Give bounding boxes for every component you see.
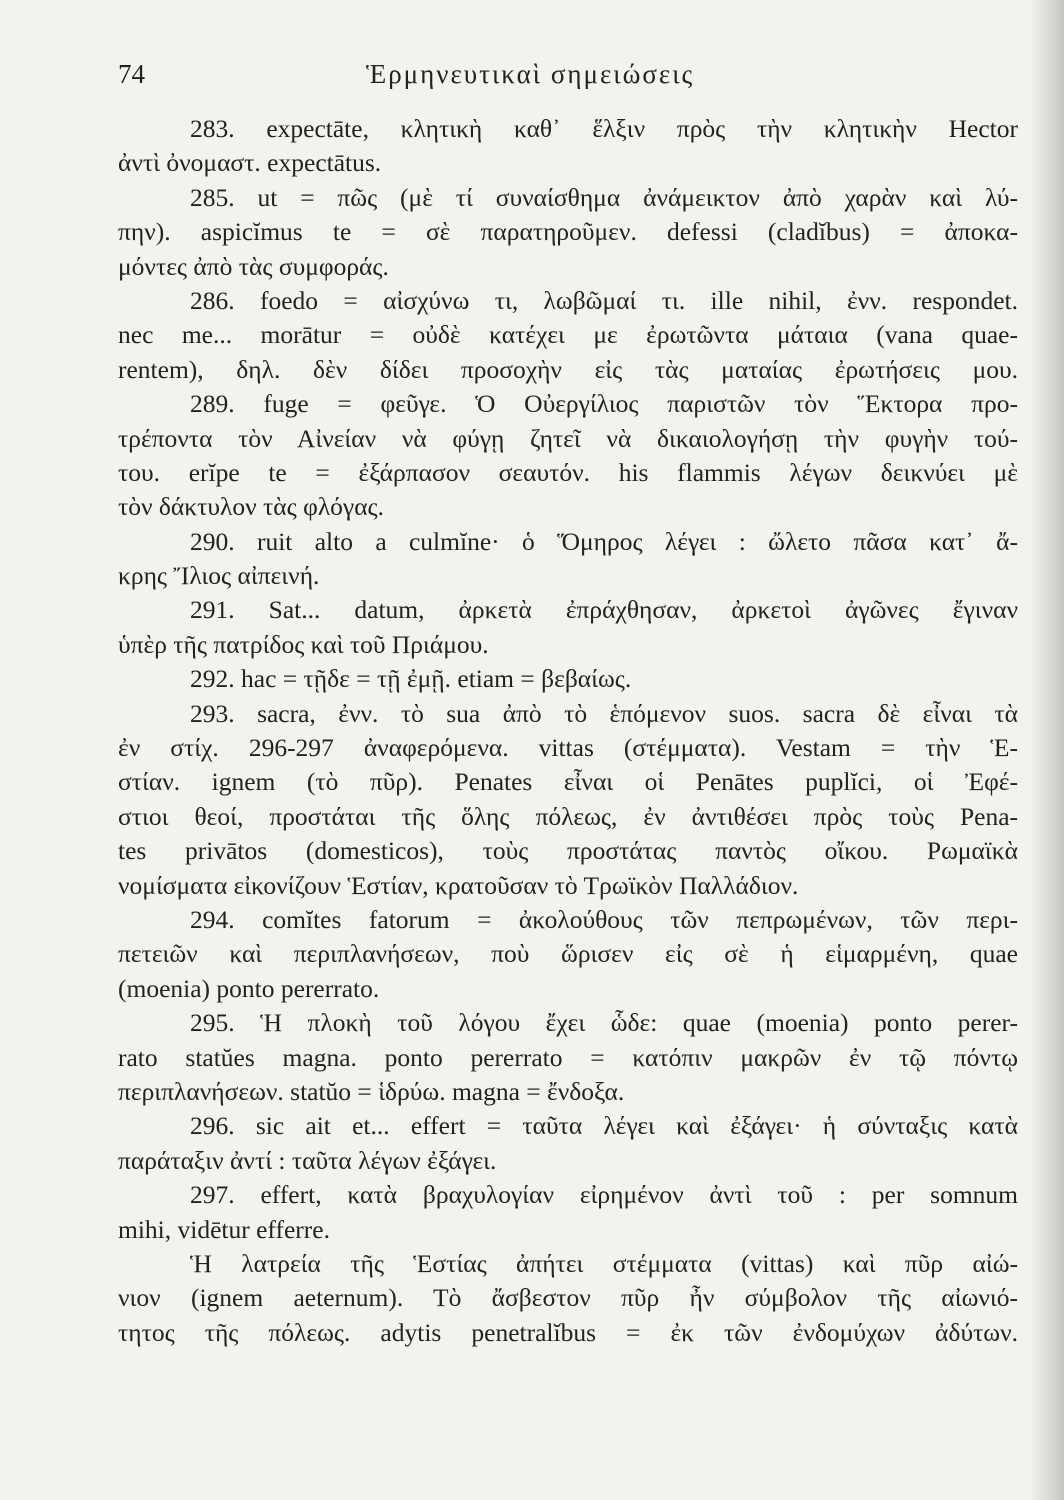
text-line: μόντες ἀπὸ τὰς συμφοράς. bbox=[118, 251, 389, 281]
text-line: τὸν δάκτυλον τὰς φλόγας. bbox=[118, 492, 385, 522]
body-text bbox=[118, 112, 1018, 1350]
text-line: στιοι θεοί, προστάται τῆς ὅλης πόλεως, ἐν ἀντιθέσει πρὸς τοὺς Pena- bbox=[118, 801, 1018, 831]
text-line: στίαν. ignem (τὸ πῦρ). Penates εἶναι οἱ Penātes puplĭci, οἱ Ἐφέ- bbox=[118, 767, 1018, 797]
page-header bbox=[118, 52, 1018, 96]
text-line: rentem), δηλ. δὲν δίδει προσοχὴν εἰς τὰς ματαίας ἐρωτήσεις μου. bbox=[118, 354, 1018, 384]
text-line: 296. sic ait et... effert = ταῦτα λέγει καὶ ἐξάγει· ἡ σύνταξις κατὰ bbox=[190, 1111, 1018, 1141]
text-line: (moenia) ponto pererrato. bbox=[118, 973, 380, 1003]
text-line: 295. Ἡ πλοκὴ τοῦ λόγου ἔχει ὧδε: quae (moenia) ponto perer- bbox=[190, 1008, 1018, 1038]
text-line: 283. expectāte, κλητικὴ καθ᾽ ἕλξιν πρὸς τὴν κλητικὴν Hector bbox=[190, 114, 1018, 143]
text-line: 293. sacra, ἐνν. τὸ sua ἀπὸ τὸ ἑπόμενον suos. sacra δὲ εἶναι τὰ bbox=[190, 698, 1018, 728]
text-line: 285. ut = πῶς (μὲ τί συναίσθημα ἀνάμεικτον ἀπὸ χαρὰν καὶ λύ- bbox=[190, 182, 1018, 212]
text-line: παράταξιν ἀντί : ταῦτα λέγων ἐξάγει. bbox=[118, 1145, 497, 1175]
text-line: 297. effert, κατὰ βραχυλογίαν εἰρημένον ἀντὶ τοῦ : per somnum bbox=[190, 1180, 1018, 1210]
text-line: mihi, vidētur efferre. bbox=[118, 1214, 330, 1244]
text-line: 294. comĭtes fatorum = ἀκολούθους τῶν πεπρωμένων, τῶν περι- bbox=[190, 904, 1018, 934]
text-line: 290. ruit alto a culmĭne· ὁ Ὅμηρος λέγει : ὤλετο πᾶσα κατ᾽ ἄ- bbox=[190, 526, 1018, 556]
text-line: 291. Sat... datum, ἀρκετὰ ἐπράχθησαν, ἀρκετοὶ ἀγῶνες ἔγιναν bbox=[190, 595, 1018, 625]
text-line: τητος τῆς πόλεως. adytis penetralĭbus = ἐκ τῶν ἐνδομύχων ἀδύτων. bbox=[118, 1317, 1018, 1347]
text-line: 292. hac = τῇδε = τῇ ἐμῇ. etiam = βεβαίως. bbox=[190, 664, 632, 694]
text-line: rato statŭes magna. ponto pererrato = κατόπιν μακρῶν ἐν τῷ πόντῳ bbox=[118, 1042, 1018, 1072]
text-line: nec me... morātur = οὐδὲ κατέχει με ἐρωτῶντα μάταια (vana quae- bbox=[118, 320, 1018, 350]
text-line: κρης Ἴλιος αἰπεινή. bbox=[118, 561, 320, 591]
text-line: νομίσματα εἰκονίζουν Ἑστίαν, κρατοῦσαν τὸ Τρωϊκὸν Παλλάδιον. bbox=[118, 870, 799, 900]
running-title: Ἑρμηνευτικαὶ σημειώσεις bbox=[366, 59, 695, 89]
text-line: ἐν στίχ. 296-297 ἀναφερόμενα. vittas (στέμματα). Vestam = τὴν Ἑ- bbox=[118, 733, 1018, 763]
text-line: τρέποντα τὸν Αἰνείαν νὰ φύγῃ ζητεῖ νὰ δικαιολογήσῃ τὴν φυγὴν τού- bbox=[118, 423, 1018, 453]
page-edge-shadow bbox=[1030, 0, 1064, 1500]
text-line: 286. foedo = αἰσχύνω τι, λωβῶμαί τι. ille nihil, ἐνν. respondet. bbox=[190, 285, 1018, 315]
text-line: tes privātos (domesticos), τοὺς προστάτας παντὸς οἴκου. Ρωμαϊκὰ bbox=[118, 836, 1018, 866]
page-number: 74 bbox=[118, 59, 145, 89]
text-line: 289. fuge = φεῦγε. Ὁ Οὐεργίλιος παριστῶν τὸν Ἕκτορα προ- bbox=[190, 389, 1018, 419]
text-line: ἀντὶ ὀνομαστ. expectātus. bbox=[118, 148, 382, 178]
text-line: νιον (ignem aeternum). Τὸ ἄσβεστον πῦρ ἦν σύμβολον τῆς αἰωνιό- bbox=[118, 1283, 1018, 1313]
text-line: ὑπὲρ τῆς πατρίδος καὶ τοῦ Πριάμου. bbox=[118, 629, 489, 659]
text-line: πετειῶν καὶ περιπλανήσεων, ποὺ ὥρισεν εἰς σὲ ἡ εἱμαρμένη, quae bbox=[118, 939, 1018, 969]
text-line: πην). aspicĭmus te = σὲ παρατηροῦμεν. defessi (cladĭbus) = ἀποκα- bbox=[118, 217, 1018, 247]
text-line: Ἡ λατρεία τῆς Ἑστίας ἀπήτει στέμματα (vittas) καὶ πῦρ αἰώ- bbox=[190, 1248, 1018, 1278]
text-line: του. erĭpe te = ἐξάρπασον σεαυτόν. his flammis λέγων δεικνύει μὲ bbox=[118, 457, 1018, 487]
text-line: περιπλανήσεων. statŭo = ἱδρύω. magna = ἔνδοξα. bbox=[118, 1076, 625, 1106]
